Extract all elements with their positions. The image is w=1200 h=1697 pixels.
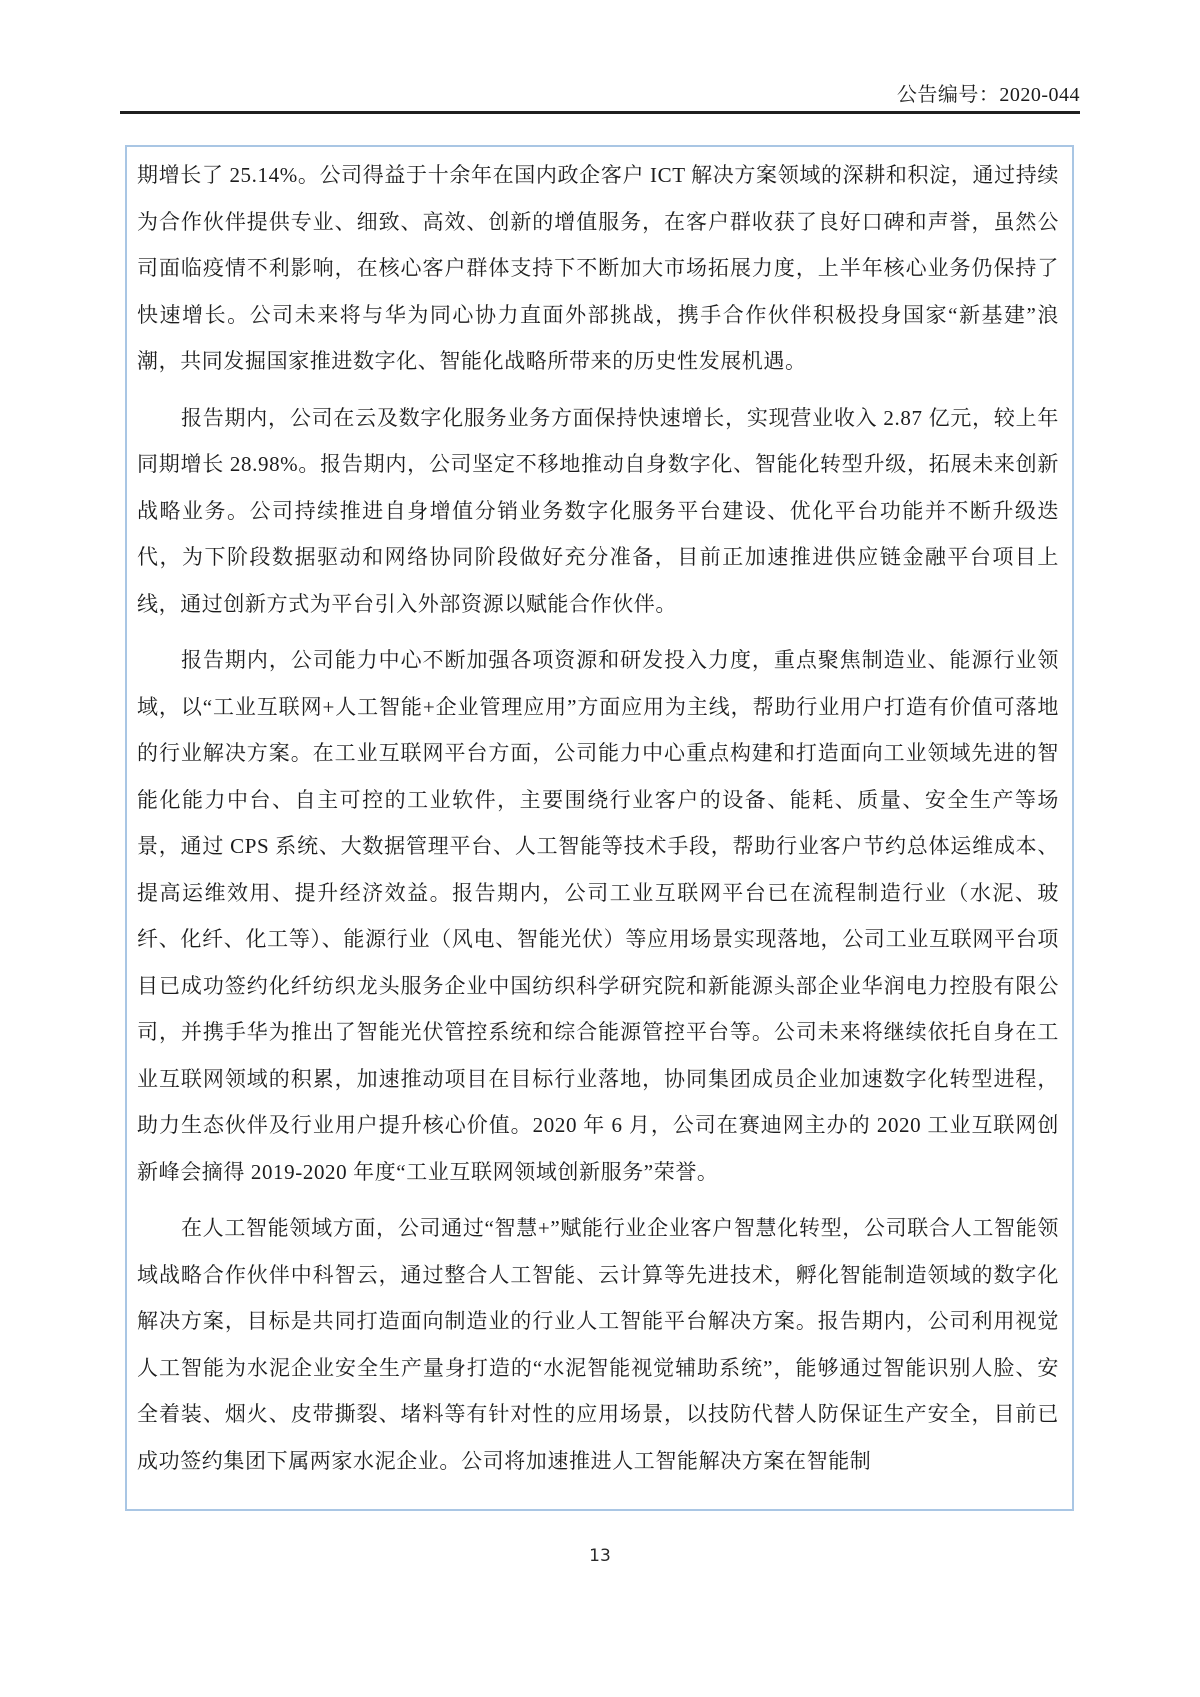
page-header [120, 82, 1080, 108]
page-footer [0, 1546, 1200, 1566]
paragraph-core-business-growth: 期增长了 25.14%。公司得益于十余年在国内政企客户 ICT 解决方案领域的深耕和积淀，通过持续为合作伙伴提供专业、细致、高效、创新的增值服务，在客户群收获了良好口碑和声誉，虽然公司面临疫情不利影响，在核心客户群体支持下不断加大市场拓展力度，上半年核心业务仍保持了快速增长。公司未来将与华为同心协力直面外部挑战，携手合作伙伴积极投身国家“新基建”浪潮，共同发掘国家推进数字化、智能化战略所带来的历史性发展机遇。 [137, 163, 1059, 373]
paragraph-artificial-intelligence: 在人工智能领域方面，公司通过“智慧+”赋能行业企业客户智慧化转型，公司联合人工智能领域战略合作伙伴中科智云，通过整合人工智能、云计算等先进技术，孵化智能制造领域的数字化解决方案，目标是共同打造面向制造业的行业人工智能平台解决方案。报告期内，公司利用视觉人工智能为水泥企业安全生产量身打造的“水泥智能视觉辅助系统”，能够通过智能识别人脸、安全着装、烟火、皮带撕裂、堵料等有针对性的应用场景，以技防代替人防保证生产安全，目前已成功签约集团下属两家水泥企业。公司将加速推进人工智能解决方案在智能制 [137, 1216, 1059, 1473]
page-number: 13 [589, 1546, 611, 1566]
header-rule [120, 111, 1080, 114]
announcement-number: 公告编号：2020-044 [896, 84, 1080, 106]
paragraph-cloud-digital-services: 报告期内，公司在云及数字化服务业务方面保持快速增长，实现营业收入 2.87 亿元，较上年同期增长 28.98%。报告期内，公司坚定不移地推动自身数字化、智能化转型升级，拓展未来创新战略业务。公司持续推进自身增值分销业务数字化服务平台建设、优化平台功能并不断升级迭代，为下阶段数据驱动和网络协同阶段做好充分准备，目前正加速推进供应链金融平台项目上线，通过创新方式为平台引入外部资源以赋能合作伙伴。 [137, 405, 1059, 616]
paragraph-industrial-internet: 报告期内，公司能力中心不断加强各项资源和研发投入力度，重点聚焦制造业、能源行业领域，以“工业互联网+人工智能+企业管理应用”方面应用为主线，帮助行业用户打造有价值可落地的行业解决方案。在工业互联网平台方面，公司能力中心重点构建和打造面向工业领域先进的智能化能力中台、自主可控的工业软件，主要围绕行业客户的设备、能耗、质量、安全生产等场景，通过 CPS 系统、大数据管理平台、人工智能等技术手段，帮助行业客户节约总体运维成本、提高运维效用、提升经济效益。报告期内，公司工业互联网平台已在流程制造行业（水泥、玻纤、化纤、化工等）、能源行业（风电、智能光伏）等应用场景实现落地，公司工业互联网平台项目已成功签约化纤纺织龙头服务企业中国纺织科学研究院和新能源头部企业华润电力控股有限公司，并携手华为推出了智能光伏管控系统和综合能源管控平台等。公司未来将继续依托自身在工业互联网领域的积累，加速推动项目在目标行业落地，协同集团成员企业加速数字化转型进程，助力生态伙伴及行业用户提升核心价值。2020 年 6 月，公司在赛迪网主办的 2020 工业互联网创新峰会摘得 2019-2020 年度“工业互联网领域创新服务”荣誉。 [137, 648, 1059, 1184]
content-box [125, 145, 1074, 1511]
